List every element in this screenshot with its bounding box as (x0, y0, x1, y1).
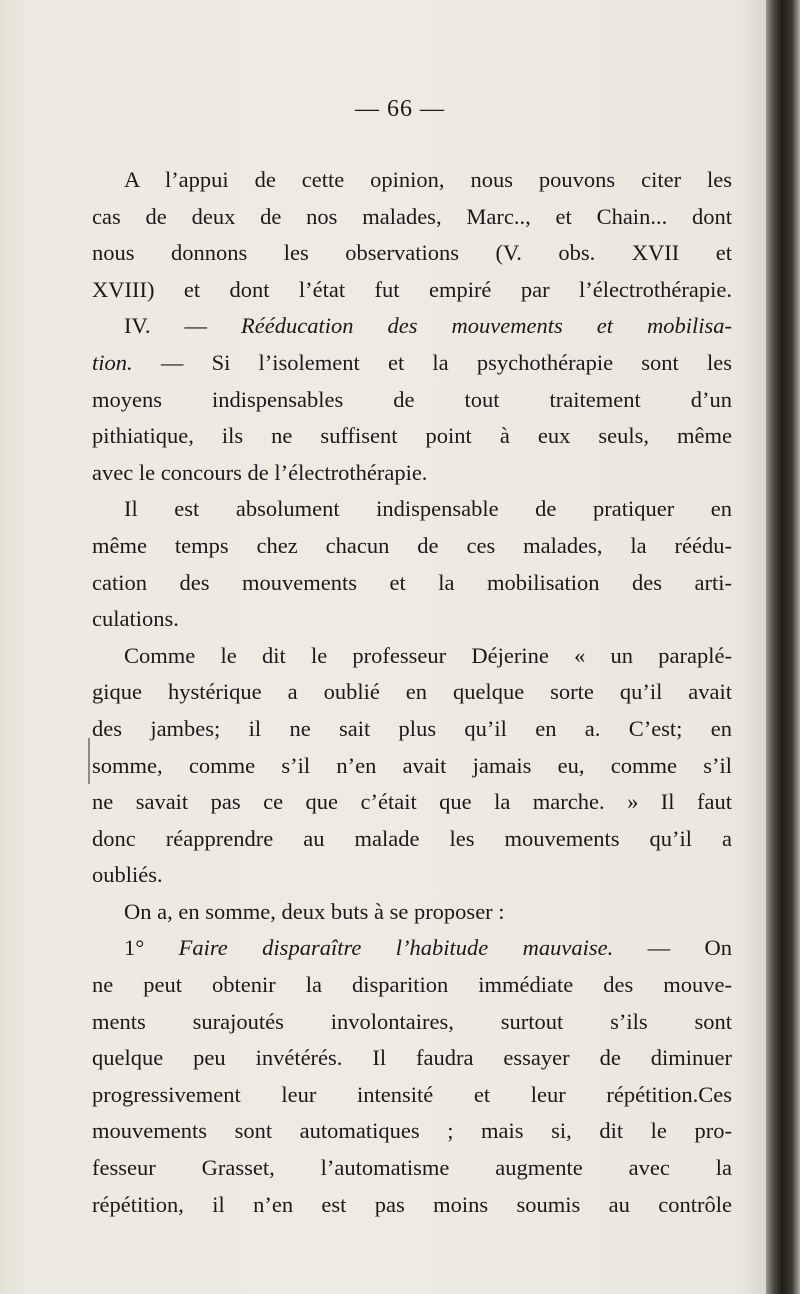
section-number: IV. — (124, 313, 242, 339)
text-line: ne peut obtenir la disparition immédiate des mouve- (92, 972, 732, 998)
text-line: oubliés. (92, 862, 163, 888)
text-line: XVIII) et dont l’état fut empiré par l’électrothérapie. (92, 276, 732, 302)
text-line: répétition, il n’en est pas moins soumis au contrôle (92, 1191, 732, 1217)
text-line: culations. (92, 606, 179, 632)
text-line: même temps chez chacun de ces malades, la réédu- (92, 532, 732, 558)
text-line: nous donnons les observations (V. obs. XVII et (92, 240, 732, 266)
margin-mark (88, 738, 90, 784)
subsection-heading-line (92, 930, 732, 967)
text-line: ne savait pas ce que c’était que la marche. » Il faut (92, 789, 732, 815)
text-run: — Si l’isolement et la psychothérapie sont les (132, 349, 732, 375)
text-line: quelque peu invétérés. Il faudra essayer de diminuer (92, 1045, 732, 1071)
section-heading-line (92, 308, 732, 345)
text-line: donc réapprendre au malade les mouvements qu’il a (92, 825, 732, 851)
text-line: On a, en somme, deux buts à se proposer : (124, 898, 505, 924)
text-line: A l’appui de cette opinion, nous pouvons citer les (124, 167, 732, 192)
body-text (92, 162, 732, 1223)
text-line: somme, comme s’il n’en avait jamais eu, comme s’il (92, 752, 732, 778)
page-number: — 66 — (355, 96, 445, 122)
subsection-title: Faire disparaître l’habitude mauvaise. (178, 935, 614, 961)
subsection-number: 1° (124, 935, 179, 961)
text-line: ments surajoutés involontaires, surtout s’ils sont (92, 1008, 732, 1034)
page-binding-edge (766, 0, 800, 1294)
text-line: gique hystérique a oublié en quelque sorte qu’il avait (92, 679, 732, 705)
text-line (92, 345, 732, 382)
section-title: Rééducation des mouvements et mobilisa- (241, 313, 733, 339)
text-line: avec le concours de l’électrothérapie. (92, 459, 428, 485)
text-line: des jambes; il ne sait plus qu’il en a. C’est; en (92, 715, 732, 741)
text-line: mouvements sont automatiques ; mais si, dit le pro- (92, 1118, 732, 1144)
text-line: cas de deux de nos malades, Marc.., et Chain... dont (92, 203, 732, 229)
text-line: progressivement leur intensité et leur répétition.Ces (92, 1081, 732, 1107)
text-line: pithiatique, ils ne suffisent point à eux seuls, même (92, 423, 732, 449)
text-run: — On (613, 935, 732, 961)
text-line: moyens indispensables de tout traitement d’un (92, 386, 732, 412)
text-line: Il est absolument indispensable de pratiquer en (124, 496, 732, 522)
text-line: cation des mouvements et la mobilisation des arti- (92, 569, 732, 595)
text-line: Comme le dit le professeur Déjerine « un paraplé- (124, 642, 732, 668)
text-line: fesseur Grasset, l’automatisme augmente avec la (92, 1155, 732, 1181)
section-title-end: tion. (92, 349, 133, 375)
